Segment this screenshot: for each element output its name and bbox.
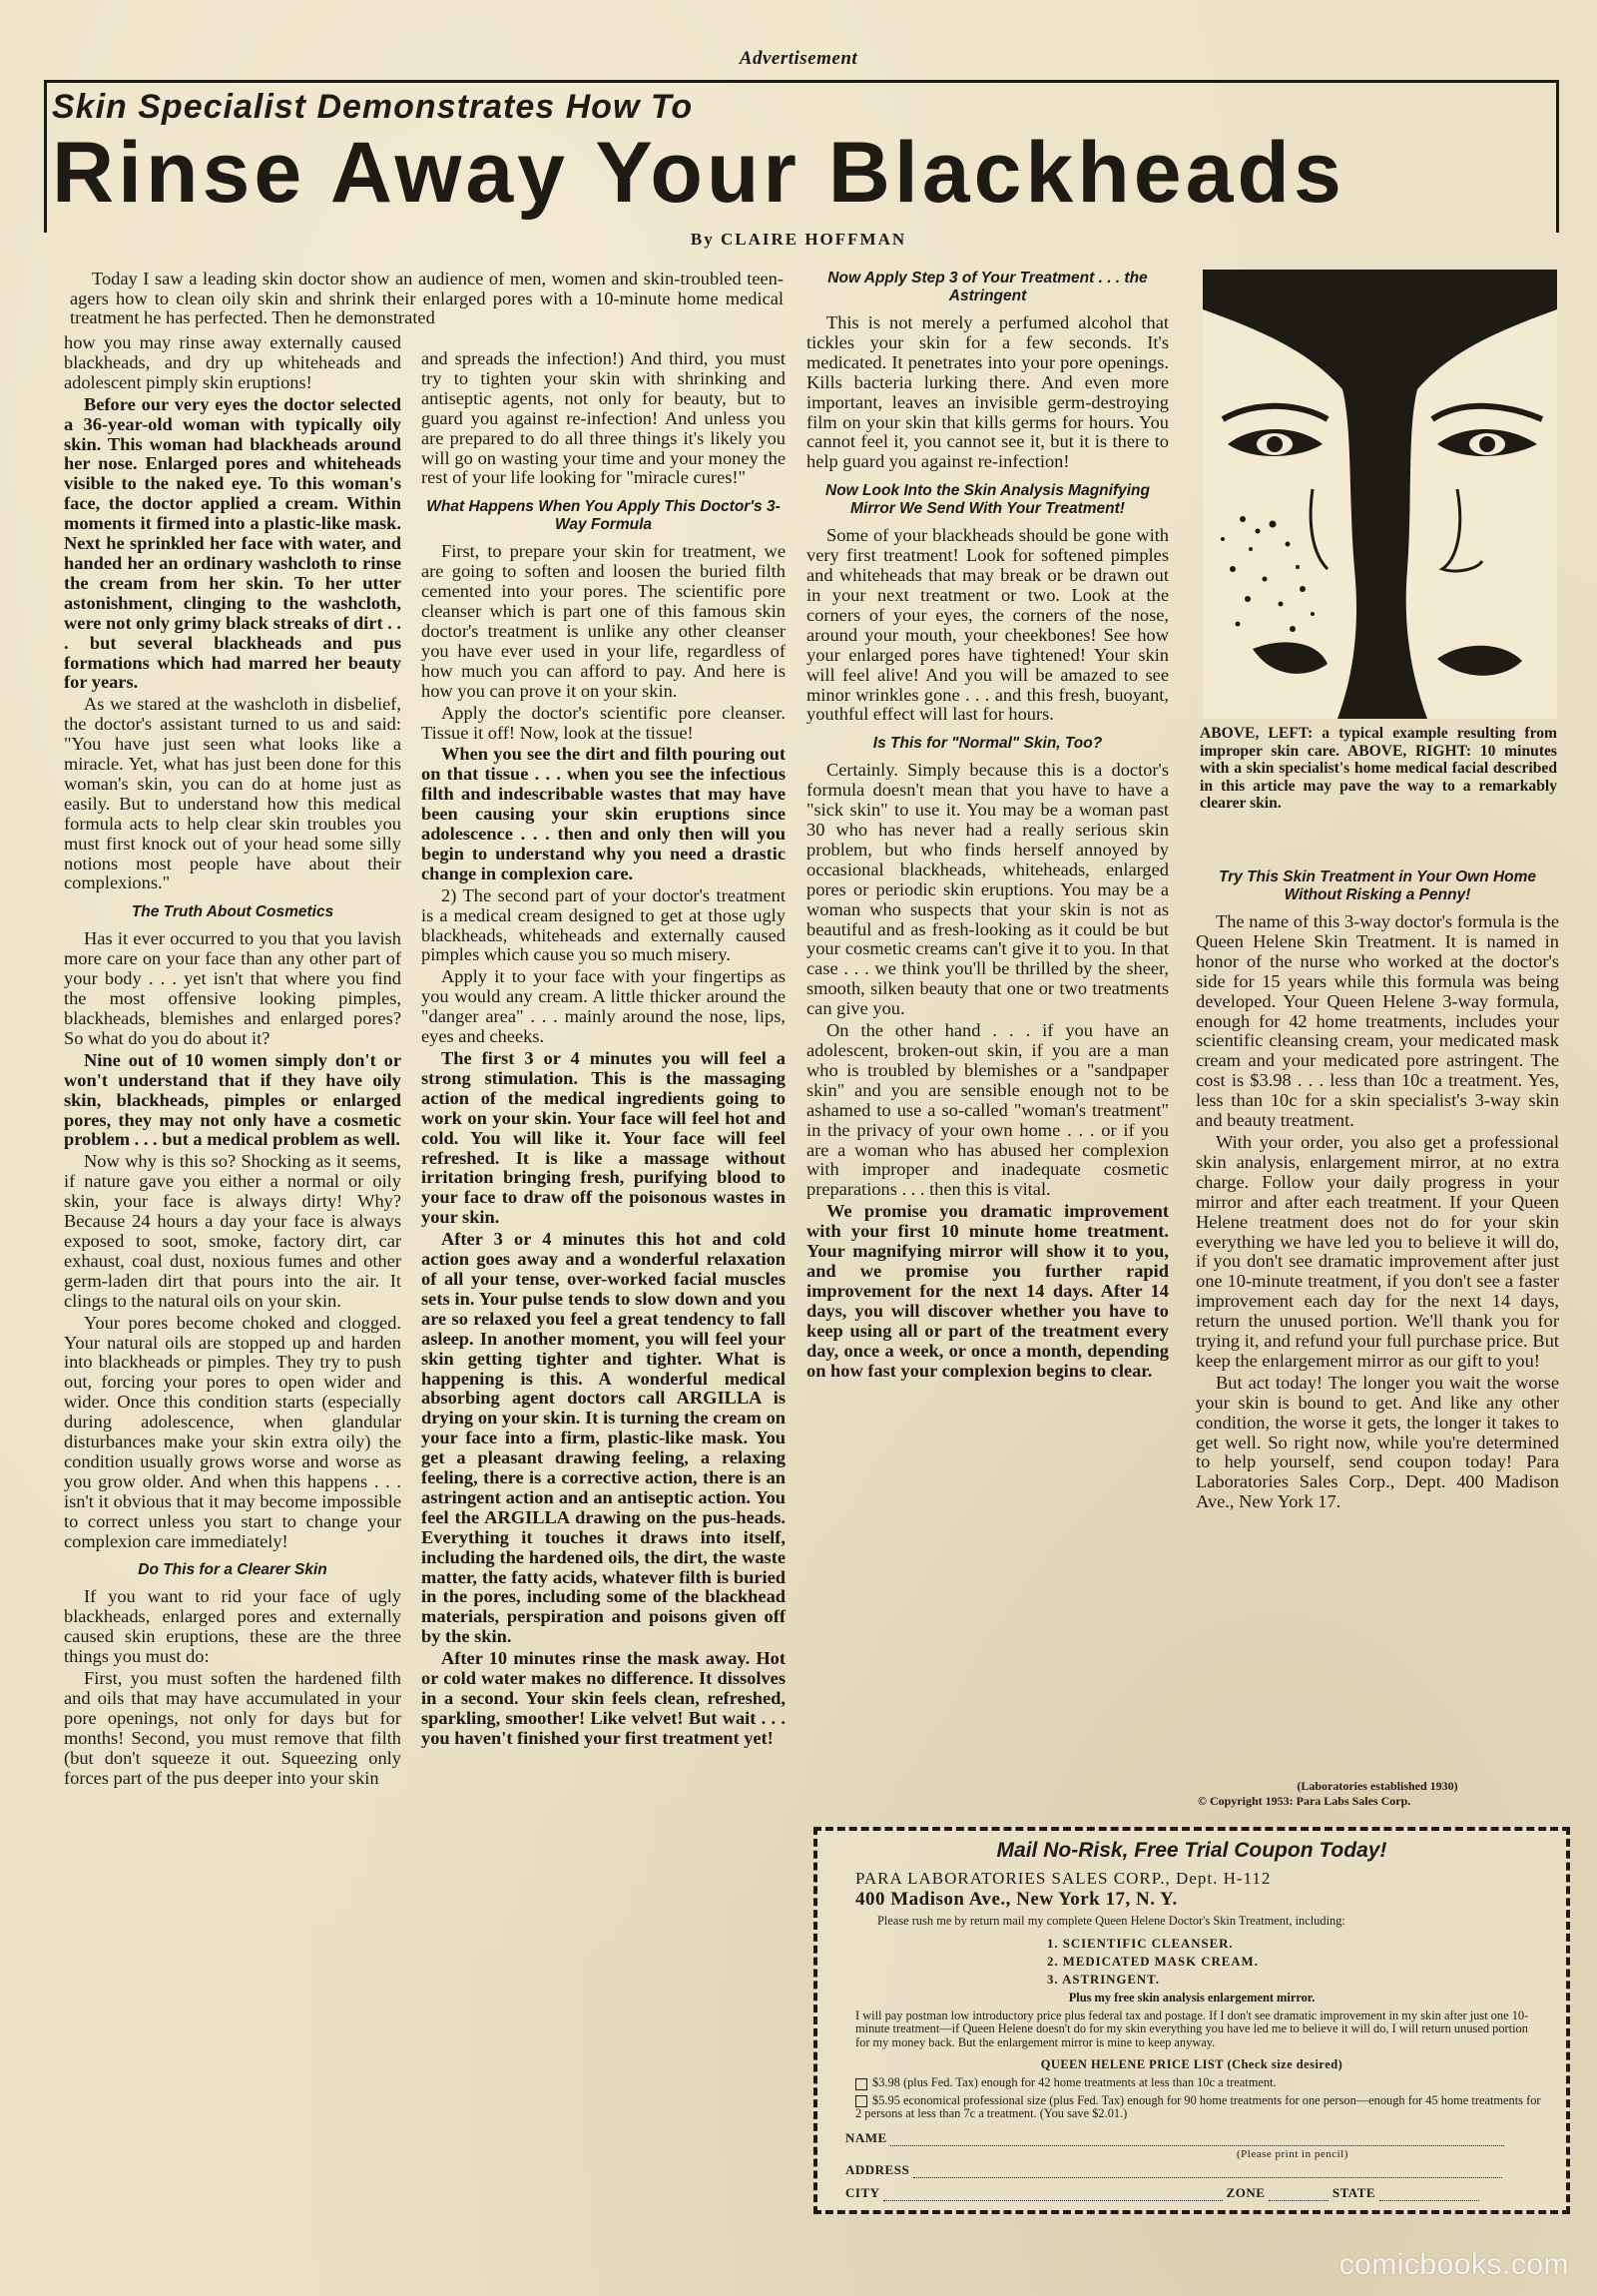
col2-p3: Apply the doctor's scientific pore cleanser. Tissue it off! Now, look at the tissue! (421, 702, 786, 743)
name-field[interactable] (845, 2130, 1504, 2146)
column-1 (64, 333, 401, 1791)
col1-p5: Nine out of 10 women simply don't or won't understand that if they have oily skin, blackheads, pimples or enlarged pores, they may not only have a cosmetic problem . . . but a medical problem as well. (64, 1049, 401, 1150)
column-2 (421, 349, 786, 1751)
col3-p4: On the other hand . . . if you have an adolescent, broken-out skin, if you are a man who is troubled by blemishes or a "sandpaper skin" and you are sensible enough not to be ashamed to use a so-called "woman's treatment" in the privacy of your own home . . . or if you are a woman who has abused her complexion with improper and inadequate cosmetic preparations . . . then this is vital. (806, 1020, 1169, 1200)
col1-p8: If you want to rid your face of ugly blackheads, enlarged pores and externally caused skin eruptions, these are the three things you must do: (64, 1586, 401, 1667)
print-note: (Please print in pencil) (1237, 2148, 1348, 2160)
site-watermark: comicbooks.com (1338, 2248, 1569, 2281)
col2-p9: After 10 minutes rinse the mask away. Hot or cold water makes no difference. It dissolves in a second. Your skin feels clean, refreshed, sparkling, smoother! Like velvet! But wait . . . you haven't finished your first treatment yet! (421, 1648, 786, 1748)
col2-p8: After 3 or 4 minutes this hot and cold action goes away and a wonderful relaxation of all your tense, over-worked facial muscles sets in. Your pulse tends to slow down and you are so relaxed you feel a great tendency to fall asleep. In another moment, you will feel your skin getting tighter and tighter. What is happening is this. A wonderful medical absorbing agent doctors call ARGILLA is drying on your skin. It is turning the cream on your face into a firm, plastic-like mask. You get a pleasant drawing feeling, a relaxing feeling, there is a corrective action, there is an astringent action and an antiseptic action. You feel the ARGILLA drawing on the pus-heads. Everything it touches it draws into itself, including the hardened oils, the dirt, the waste matter, the fatty acids, whatever filth is buried in the pores, including some of the blackhead materials, perspiration and poisons given off by the skin. (421, 1229, 786, 1647)
col2-p2: First, to prepare your skin for treatment, we are going to soften and loosen the buried filth cemented into your pores. The scientific pore cleanser which is part one of this famous skin doctor's treatment is unlike any other cleanser you have ever used in your life, regardless of how much you can afford to pay. And here is how you can prove it on your skin. (421, 541, 786, 701)
lead-text: Today I saw a leading skin doctor show an audience of men, women and skin-troubled teen-agers how to clean oily skin and shrink their enlarged pores with a 10-minute home medical treatment he has perfected. Then he demonstrated (70, 269, 784, 328)
advertisement-label: Advertisement (739, 48, 858, 69)
col1-p7: Your pores become choked and clogged. Your natural oils are stopped up and harden into blackheads or pimples. They try to push out, forcing your pores to open wider and wider. Once this condition starts (especially during adolescence, when glandular disturbances make your skin extra oily) the condition usually grows worse and worse as you grow older. And when this happens . . . isn't it obvious that it may become impossible to correct unless you start to change your complexion care immediately! (64, 1312, 401, 1551)
established-note: (Laboratories established 1930) (1297, 1779, 1458, 1793)
address-label: ADDRESS (845, 2162, 910, 2177)
col2-p5: 2) The second part of your doctor's treatment is a medical cream designed to get at those ugly blackheads, whiteheads and externally caused pimples which cause you so much misery. (421, 884, 786, 965)
name-label: NAME (845, 2130, 887, 2145)
address-input-line[interactable] (913, 2165, 1502, 2178)
coupon-company: PARA LABORATORIES SALES CORP., Dept. H-112 (855, 1869, 1272, 1888)
coupon-item: 3. ASTRINGENT. (1047, 1972, 1160, 1987)
city-label: CITY (845, 2185, 880, 2200)
copyright-block (1198, 1779, 1557, 1809)
coupon-plus-mirror: Plus my free skin analysis enlargement mirror. (1068, 1990, 1316, 2005)
col3-p5: We promise you dramatic improvement with your first 10 minute home treatment. Your magnifying mirror will show it to you, and we promise you further rapid improvement for the next 14 days. After 14 days, you will discover whether you have to keep using all or part of the treatment every day, once a week, or once a month, depending on how fast your complexion begins to clear. (806, 1201, 1169, 1381)
col1-subhead-2: Do This for a Clearer Skin (138, 1561, 327, 1579)
col3-subhead-2: Now Look Into the Skin Analysis Magnifying Mirror We Send With Your Treatment! (825, 482, 1150, 518)
col1-p4: Has it ever occurred to you that you lavish more care on your face than any other part of your body . . . yet isn't that where you find the most offensive looking pimples, blackheads, blemishes and enlarged pores? So what do you do about it? (64, 928, 401, 1048)
col1-subhead-1: The Truth About Cosmetics (131, 903, 334, 921)
column-4 (1196, 868, 1559, 1514)
coupon-option-2[interactable] (855, 2094, 1542, 2120)
state-input-line[interactable] (1379, 2188, 1479, 2201)
col3-subhead-1: Now Apply Step 3 of Your Treatment . . . the Astringent (827, 270, 1148, 304)
address-field[interactable] (845, 2162, 1502, 2178)
col2-p4: When you see the dirt and filth pouring out on that tissue . . . when you see the infectious filth and indescribable wastes that may have been causing your skin eruptions since adolescence . . . then and only then will you begin to understand why you need a drastic change in complexion care. (421, 744, 786, 883)
face-illustration-svg (1203, 270, 1557, 719)
col3-subhead-3: Is This for "Normal" Skin, Too? (872, 735, 1103, 753)
before-after-face-illustration (1203, 270, 1557, 719)
col4-p2: With your order, you also get a professional skin analysis, enlargement mirror, at no extra charge. Follow your daily progress in your mirror and after each treatment. If your Queen Helene treatment does not do for your skin everything we have led you to believe it will do, if you don't see dramatic improvement after just one 10-minute treatment, if you don't see a faster improvement each day for the next 14 days, return the unused portion. We'll thank you for trying it, and refund your full purchase price. But keep the enlargement mirror as our gift to you! (1196, 1131, 1559, 1371)
col4-subhead-1: Try This Skin Treatment in Your Own Home Without Risking a Penny! (1218, 868, 1537, 903)
col2-p6: Apply it to your face with your fingertips as you would any cream. A little thicker around the "danger area" . . . mainly around the nose, lips, eyes and cheeks. (421, 966, 786, 1047)
coupon-address: 400 Madison Ave., New York 17, N. Y. (855, 1889, 1178, 1910)
byline: By CLAIRE HOFFMAN (690, 230, 907, 249)
coupon-option-1-text: $3.98 (plus Fed. Tax) enough for 42 home treatments at less than 10c a treatment. (872, 2075, 1277, 2090)
state-label: STATE (1331, 2185, 1376, 2200)
column-3 (806, 270, 1169, 1383)
coupon-item: 1. SCIENTIFIC CLEANSER. (1047, 1936, 1234, 1951)
coupon-terms: I will pay postman low introductory price plus federal tax and postage. If I don't see dramatic improvement in my skin after just one 10-minute treatment—if Queen Helene doesn't do for my skin everything you have led me to believe it will do, I will return unused portion for my money back. But the enlargement mirror is mine to keep anyway. (855, 2008, 1529, 2049)
checkbox-option-1[interactable] (855, 2078, 867, 2090)
copyright-note: © Copyright 1953: Para Labs Sales Corp. (1198, 1794, 1411, 1808)
lead-paragraph (70, 270, 784, 328)
col1-p6: Now why is this so? Shocking as it seems, if nature gave you either a normal or oily skin, your face is always dirty! Why? Because 24 hours a day your face is always exposed to soot, smoke, factory dirt, car exhaust, coal dust, noxious fumes and other germ-laden dirt that pours into the air. It clings to the natural oils on your skin. (64, 1151, 401, 1311)
col3-p2: Some of your blackheads should be gone with very first treatment! Look for softened pimples and whiteheads that may break or be drawn out in your next treatment or two. Look at the corners of your eyes, the corners of the nose, around your mouth, your cheekbones! See how your enlarged pores have tightened! Your skin will feel alive! And you will be amazed to see minor wrinkles gone . . . and this fresh, buoyant, youthful effect will last for hours. (806, 525, 1169, 725)
headline: Rinse Away Your Blackheads (52, 125, 1345, 221)
kicker: Skin Specialist Demonstrates How To (52, 88, 694, 126)
col3-p3: Certainly. Simply because this is a doctor's formula doesn't mean that you have to have a "sick skin" to use it. You may be a woman past 30 who has never had a really serious skin problem, but who finds herself annoyed by occasional blackheads, whiteheads, enlarged pores or periodic skin eruptions. You may be a woman who suspects that your skin is not as beautiful and as fresh-looking as it could be but your cosmetic creams can't give it to you. In that case . . . we think you'll be thrilled by the sheer, smooth, silken beauty that one or two treatments can give you. (806, 760, 1169, 1019)
name-input-line[interactable] (890, 2133, 1504, 2146)
col2-p7: The first 3 or 4 minutes you will feel a strong stimulation. This is the massaging action of the medical ingredients going to work on your skin. Your face will feel hot and cold. You will like it. Your face will feel refreshed. It is like a massage without irritation bringing fresh, purifying blood to your face to draw off the poisonous wastes in your skin. (421, 1048, 786, 1228)
order-coupon[interactable] (813, 1827, 1570, 2214)
coupon-title: Mail No-Risk, Free Trial Coupon Today! (996, 1839, 1387, 1862)
zone-input-line[interactable] (1269, 2188, 1329, 2201)
col1-p2: Before our very eyes the doctor selected a 36-year-old woman with typically oily skin. This woman had blackheads around her nose. Enlarged pores and whiteheads visible to the naked eye. To this woman's face, the doctor applied a cream. Within moments it firmed into a plastic-like mask. Next he sprinkled her face with water, and handed her an ordinary washcloth to rinse the cream from her skin. To her utter astonishment, clinging to the washcloth, were not only grimy black streaks of dirt . . . but several blackheads and pus formations which had marred her beauty for years. (64, 393, 401, 693)
coupon-item-list (1047, 1935, 1566, 1989)
city-zone-state-field[interactable] (845, 2185, 1479, 2201)
col2-p1: and spreads the infection!) And third, you must try to tighten your skin with shrinking and antiseptic agents, not only for beauty, but to guard you against re-infection! And unless you are prepared to do all three things it's likely you will go on wasting your time and your money the rest of your life looking for "miracle cures!" (421, 348, 786, 488)
illustration-caption: ABOVE, LEFT: a typical example resulting from improper skin care. ABOVE, RIGHT: 10 minutes with a skin specialist's home medical facial described in this article may pave the way to a remarkably clearer skin. (1200, 725, 1557, 813)
city-input-line[interactable] (883, 2188, 1223, 2201)
col3-p1: This is not merely a perfumed alcohol that tickles your skin for a few seconds. It's medicated. It penetrates into your pore openings. Kills bacteria lurking there. And even more important, leaves an invisible germ-destroying film on your skin that kills germs for hours. You cannot feel it, you cannot see it, but it is there to help guard you against re-infection! (806, 312, 1169, 472)
coupon-price-heading: QUEEN HELENE PRICE LIST (Check size desired) (1040, 2057, 1343, 2072)
coupon-item: 2. MEDICATED MASK CREAM. (1047, 1954, 1259, 1969)
coupon-option-1[interactable] (855, 2076, 1542, 2089)
col4-p1: The name of this 3-way doctor's formula is the Queen Helene Skin Treatment. It is named in honor of the nurse who worked at the doctor's side for 15 years while this formula was being developed. Your Queen Helene 3-way formula, enough for 42 home treatments, includes your scientific cleansing cream, your medicated mask cream and your medicated pore astringent. The cost is $3.98 . . . less than 10c a treatment. Yes, less than 10c for a skin specialist's 3-way skin and beauty treatment. (1196, 911, 1559, 1131)
coupon-intro: Please rush me by return mail my complete Queen Helene Doctor's Skin Treatment, including: (877, 1914, 1345, 1928)
col4-p3: But act today! The longer you wait the worse your skin is bound to get. And like any other condition, the worse it gets, the longer it takes to get well. So right now, while you're determined to help yourself, send coupon today! Para Laboratories Sales Corp., Dept. 400 Madison Ave., New York 17. (1196, 1372, 1559, 1512)
coupon-option-2-text: $5.95 economical professional size (plus Fed. Tax) enough for 90 home treatments for one person—enough for 45 home treatments for 2 persons at less than 7c a treatment. (You save $2.01.) (855, 2092, 1541, 2120)
col1-p1: how you may rinse away externally caused blackheads, and dry up whiteheads and adolescent pimply skin eruptions! (64, 332, 401, 392)
zone-label: ZONE (1226, 2185, 1266, 2200)
col1-p9: First, you must soften the hardened filth and oils that may have accumulated in your pore openings, not only for days but for months! Second, you must remove that filth (but don't squeeze it out. Squeezing only forces part of the pus deeper into your skin (64, 1668, 401, 1788)
col1-p3: As we stared at the washcloth in disbelief, the doctor's assistant turned to us and said: "You have just seen what looks like a miracle. Yet, what has just been done for this woman's skin, you can do at home just as easily. But to understand how this medical formula acts to help clear skin troubles you must first knock out of your head some silly notions most people have about their complexions." (64, 694, 401, 893)
col2-subhead-1: What Happens When You Apply This Doctor's 3-Way Formula (426, 498, 781, 534)
